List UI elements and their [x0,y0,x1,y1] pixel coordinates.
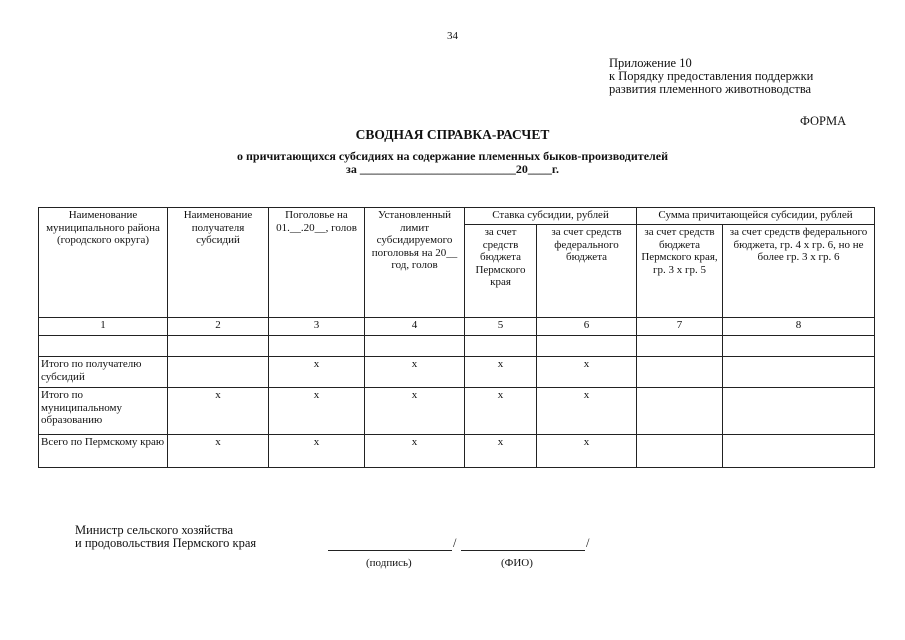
table-cell [465,336,537,357]
table-cell [637,388,723,435]
signature-slash-1: / [453,536,457,550]
header-limit: Установленный лимит субсидируемого поголовья на 20__ год, голов [365,208,465,318]
table-row [39,435,875,468]
table-cell [723,336,875,357]
column-number: 2 [168,318,269,336]
signature-slash-2: / [586,536,590,550]
column-number: 4 [365,318,465,336]
signature-line [328,550,452,551]
appendix-line-3: развития племенного животноводства [609,82,812,96]
header-rate-federal: за счет средств федерального бюджета [537,225,637,318]
name-line [461,550,585,551]
subsidy-table [38,207,875,468]
table-cell [723,435,875,468]
table-cell: x [269,435,365,468]
column-number: 7 [637,318,723,336]
table-cell [168,357,269,388]
table-cell [537,336,637,357]
table-cell: x [365,357,465,388]
table-row [39,388,875,435]
table-cell: x [168,435,269,468]
document-title: СВОДНАЯ СПРАВКА-РАСЧЕТ [355,127,550,142]
table-row [39,357,875,388]
table-cell: x [465,357,537,388]
header-livestock: Поголовье на 01.__.20__, голов [269,208,365,318]
table-cell [168,336,269,357]
table-cell: x [465,435,537,468]
column-number: 6 [537,318,637,336]
table-cell: x [537,388,637,435]
empty-data-row [39,336,875,357]
minister-title [75,524,256,550]
header-sum-federal: за счет средств федерального бюджета, гр. 4 х гр. 6, но не более гр. 3 х гр. 6 [723,225,875,318]
row-label: Всего по Пермскому краю [39,435,168,468]
table-cell [723,357,875,388]
table-cell: x [269,357,365,388]
appendix-line-2: к Порядку предоставления поддержки [609,69,814,83]
table-cell [637,357,723,388]
appendix-line-1: Приложение 10 [609,56,692,70]
header-sum-regional: за счет средств бюджета Пермского края, гр. 3 х гр. 5 [637,225,723,318]
row-label: Итого по получателю субсидий [39,357,168,388]
table-cell: x [269,388,365,435]
table-cell: x [365,388,465,435]
column-number: 8 [723,318,875,336]
minister-line-1: Министр сельского хозяйства [75,523,234,537]
table-cell [39,336,168,357]
header-rate-regional: за счет средств бюджета Пермского края [465,225,537,318]
column-number: 5 [465,318,537,336]
table-cell: x [465,388,537,435]
table-cell: x [168,388,269,435]
column-number-row [39,318,875,336]
appendix-block [609,57,813,96]
document-subtitle [0,150,905,176]
subtitle-period-line: за __________________________20____г. [346,162,559,176]
table-cell [723,388,875,435]
table-cell [637,435,723,468]
header-subsidy-sum-group: Сумма причитающейся субсидии, рублей [637,208,875,225]
table-cell: x [365,435,465,468]
header-recipient-name: Наименование получателя субсидий [168,208,269,318]
table-cell: x [537,435,637,468]
forma-label: ФОРМА [800,114,847,128]
table-cell: x [537,357,637,388]
header-subsidy-rate-group: Ставка субсидии, рублей [465,208,637,225]
subtitle-line-1: о причитающихся субсидиях на содержание племенных быков-производителей [237,149,668,163]
name-caption: (ФИО) [501,557,533,569]
column-number: 1 [39,318,168,336]
column-number: 3 [269,318,365,336]
row-label: Итого по муниципальному образованию [39,388,168,435]
signature-caption: (подпись) [366,557,412,569]
header-municipal-district: Наименование муниципального района (городского округа) [39,208,168,318]
table-cell [637,336,723,357]
minister-line-2: и продовольствия Пермского края [75,536,257,550]
page-number: 34 [447,30,458,42]
table-cell [365,336,465,357]
table-cell [269,336,365,357]
